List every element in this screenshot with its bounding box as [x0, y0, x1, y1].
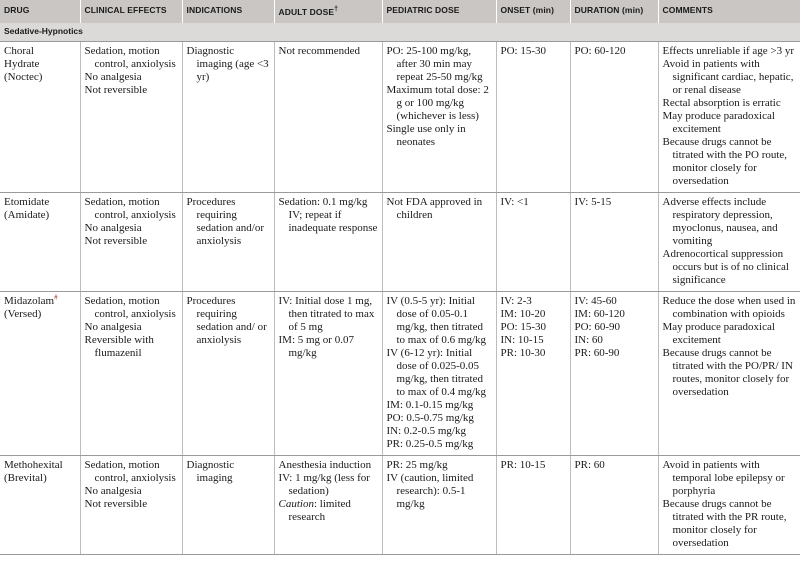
cell-line: Not reversible	[84, 83, 148, 96]
drug-name-line: (Versed)	[4, 307, 42, 320]
cell-comments	[658, 41, 800, 192]
cell-line: Because drugs cannot be titrated with the PO/PR/ IN routes, monitor closely for oversedation	[662, 346, 793, 398]
cell-line: No analgesia	[84, 320, 142, 333]
cell-adult-dose	[274, 41, 382, 192]
cell-line: PR: 60	[574, 458, 605, 471]
drug-name-line: (Brevital)	[4, 471, 47, 484]
cell-clinical-effects	[80, 455, 182, 554]
header-indications: INDICATIONS	[182, 0, 274, 23]
cell-line: Procedures requiring sedation and/or anxiolysis	[186, 195, 265, 247]
cell-line: IN: 10-15	[500, 333, 544, 346]
header-comments: COMMENTS	[658, 0, 800, 23]
cell-line: PR: 10-30	[500, 346, 546, 359]
cell-line: Not reversible	[84, 234, 148, 247]
cell-line: Not reversible	[84, 497, 148, 510]
cell-line: IV: 45-60	[574, 294, 617, 307]
cell-line: IV (caution, limited research): 0.5-1 mg/kg	[386, 471, 474, 510]
cell-line: Adrenocortical suppression occurs but is of no clinical significance	[662, 247, 789, 286]
header-clinical-effects: CLINICAL EFFECTS	[80, 0, 182, 23]
cell-line: Anesthesia induction	[278, 458, 372, 471]
cell-line: May produce paradoxical excitement	[662, 320, 775, 346]
cell-indications	[182, 455, 274, 554]
cell-line: IV: <1	[500, 195, 529, 208]
cell-line: IN: 60	[574, 333, 603, 346]
cell-line: PR: 25 mg/kg	[386, 458, 448, 471]
table-body	[0, 23, 800, 555]
cell-line: PO: 15-30	[500, 44, 547, 57]
cell-line: IV: 5-15	[574, 195, 612, 208]
cell-line: PO: 25-100 mg/kg, after 30 min may repeat 25-50 mg/kg	[386, 44, 483, 83]
cell-line: Adverse effects include respiratory depression, myoclonus, nausea, and vomiting	[662, 195, 778, 247]
drug-name-line: (Amidate)	[4, 208, 50, 221]
cell-line: Reduce the dose when used in combination with opioids	[662, 294, 796, 320]
cell-clinical-effects	[80, 192, 182, 291]
cell-line: No analgesia	[84, 484, 142, 497]
drug-name-line: Hydrate	[4, 57, 40, 70]
table-row	[0, 291, 800, 455]
cell-line: Because drugs cannot be titrated with the PO route, monitor closely for oversedation	[662, 135, 788, 187]
header-duration: DURATION (min)	[570, 0, 658, 23]
drug-name-line: (Noctec)	[4, 70, 43, 83]
cell-duration	[570, 291, 658, 455]
cell-clinical-effects	[80, 291, 182, 455]
cell-drug	[0, 455, 80, 554]
cell-line: Diagnostic imaging (age <3 yr)	[186, 44, 269, 83]
cell-line: Single use only in neonates	[386, 122, 466, 148]
cell-line: No analgesia	[84, 221, 142, 234]
header-pediatric-dose: PEDIATRIC DOSE	[382, 0, 496, 23]
cell-onset	[496, 41, 570, 192]
table-row	[0, 192, 800, 291]
cell-line: IV: Initial dose 1 mg, then titrated to max of 5 mg	[278, 294, 375, 333]
cell-adult-dose	[274, 291, 382, 455]
cell-duration	[570, 41, 658, 192]
caution-text: : limited research	[288, 497, 351, 523]
cell-line: May produce paradoxical excitement	[662, 109, 775, 135]
cell-line: IV: 2-3	[500, 294, 532, 307]
cell-line: Diagnostic imaging	[186, 458, 235, 484]
section-label: Sedative-Hypnotics	[0, 23, 800, 42]
drug-name-line: Etomidate	[4, 195, 50, 208]
cell-line: Rectal absorption is erratic	[662, 96, 781, 109]
cell-line: IM: 5 mg or 0.07 mg/kg	[278, 333, 354, 359]
cell-clinical-effects	[80, 41, 182, 192]
cell-pediatric-dose	[382, 41, 496, 192]
cell-comments	[658, 192, 800, 291]
cell-line: Sedation: 0.1 mg/kg IV; repeat if inadequate response	[278, 195, 378, 234]
header-adult-dose-label: ADULT DOSE	[278, 6, 335, 17]
cell-pediatric-dose	[382, 192, 496, 291]
cell-line: PR: 10-15	[500, 458, 546, 471]
cell-drug	[0, 192, 80, 291]
cell-onset	[496, 192, 570, 291]
cell-line: Avoid in patients with temporal lobe epilepsy or porphyria	[662, 458, 785, 497]
cell-line: IM: 10-20	[500, 307, 546, 320]
caution-note	[279, 498, 378, 524]
cell-line: IN: 0.2-0.5 mg/kg	[386, 424, 466, 437]
cell-line: Reversible with flumazenil	[84, 333, 154, 359]
cell-comments	[658, 291, 800, 455]
cell-line: IM: 60-120	[574, 307, 625, 320]
cell-line: Because drugs cannot be titrated with the PR route, monitor closely for oversedation	[662, 497, 787, 549]
cell-line: Procedures requiring sedation and/ or anxiolysis	[186, 294, 267, 346]
table-row	[0, 41, 800, 192]
cell-line: IV (0.5-5 yr): Initial dose of 0.05-0.1 mg/kg, then titrated to max of 0.6 mg/kg	[386, 294, 487, 346]
header-onset: ONSET (min)	[496, 0, 570, 23]
cell-indications	[182, 41, 274, 192]
table-header	[0, 0, 800, 23]
cell-pediatric-dose	[382, 455, 496, 554]
header-drug: DRUG	[0, 0, 80, 23]
cell-duration	[570, 455, 658, 554]
cell-indications	[182, 192, 274, 291]
cell-line: Maximum total dose: 2 g or 100 mg/kg (whichever is less)	[386, 83, 489, 122]
drug-name-line: Choral	[4, 44, 34, 57]
drug-footnote-mark: #	[54, 293, 58, 302]
caution-label: Caution	[278, 497, 314, 510]
cell-line: IV (6-12 yr): Initial dose of 0.025-0.05 mg/kg, then titrated to max of 0.4 mg/kg	[386, 346, 487, 398]
cell-line: IM: 0.1-0.15 mg/kg	[386, 398, 474, 411]
header-adult-dose	[274, 0, 382, 23]
cell-adult-dose	[274, 455, 382, 554]
cell-adult-dose	[274, 192, 382, 291]
cell-line: Sedation, motion control, anxiolysis	[84, 294, 176, 320]
cell-pediatric-dose	[382, 291, 496, 455]
section-row	[0, 23, 800, 42]
cell-duration	[570, 192, 658, 291]
cell-line: PO: 60-90	[574, 320, 621, 333]
cell-line: PO: 0.5-0.75 mg/kg	[386, 411, 474, 424]
cell-line: Not recommended	[278, 44, 361, 57]
cell-line: Avoid in patients with significant cardiac, hepatic, or renal disease	[662, 57, 794, 96]
cell-line: No analgesia	[84, 70, 142, 83]
cell-indications	[182, 291, 274, 455]
cell-line: Effects unreliable if age >3 yr	[662, 44, 795, 57]
adult-dose-footnote-mark: †	[334, 6, 339, 13]
table-row	[0, 455, 800, 554]
cell-line: Sedation, motion control, anxiolysis	[84, 44, 176, 70]
cell-line: Not FDA approved in children	[386, 195, 483, 221]
cell-drug	[0, 41, 80, 192]
cell-line: PO: 15-30	[500, 320, 547, 333]
cell-line: PR: 60-90	[574, 346, 620, 359]
cell-onset	[496, 291, 570, 455]
cell-onset	[496, 455, 570, 554]
cell-drug	[0, 291, 80, 455]
cell-comments	[658, 455, 800, 554]
drug-name-line: Midazolam#	[4, 293, 58, 307]
cell-line: PR: 0.25-0.5 mg/kg	[386, 437, 474, 450]
drug-name-line: Methohexital	[4, 458, 63, 471]
cell-line: PO: 60-120	[574, 44, 626, 57]
cell-line: IV: 1 mg/kg (less for sedation)	[278, 471, 370, 497]
cell-line: Sedation, motion control, anxiolysis	[84, 195, 176, 221]
cell-line: Sedation, motion control, anxiolysis	[84, 458, 176, 484]
